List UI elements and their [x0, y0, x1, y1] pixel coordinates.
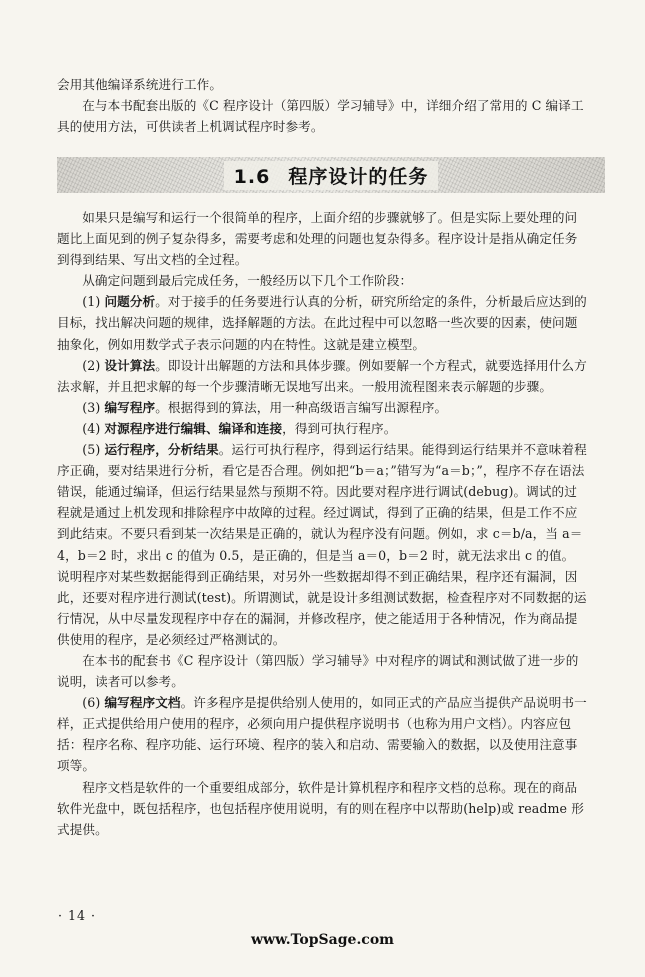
continued-line: 会用其他编译系统进行工作。	[57, 77, 223, 92]
watermark-url: www.TopSage.com	[251, 932, 394, 948]
item-text: 。即设计出解题的方法和具体步骤。例如要解一个方程式，就要选择用什么方法求解，并且把求解的每一个步骤清晰无误地写出来。一般用流程图来表示解题的步骤。	[57, 357, 587, 394]
item-heading: 编写程序文档	[104, 695, 181, 711]
item-number: (1)	[82, 294, 101, 310]
list-item	[57, 692, 587, 776]
item-heading: 设计算法	[104, 357, 156, 373]
item-heading: 问题分析	[104, 294, 156, 310]
section-heading	[224, 161, 439, 190]
item-number: (4)	[82, 420, 101, 436]
main-text-block	[57, 207, 587, 840]
paragraph: 如果只是编写和运行一个很简单的程序，上面介绍的步骤就够了。但是实际上要处理的问题比上面见到的例子复杂得多，需要考虑和处理的问题也复杂得多。程序设计是指从确定任务到得到结果、写出文档的全过程。	[57, 210, 578, 268]
item-text: 。对于接手的任务要进行认真的分析，研究所给定的条件，分析最后应达到的目标，找出解决问题的规律，选择解题的方法。在此过程中可以忽略一些次要的因素，使问题抽象化，例如用数学式子表示问题的内在特性。这就是建立模型。	[57, 294, 587, 352]
item-number: (3)	[82, 399, 101, 415]
list-item	[57, 397, 587, 418]
item-heading: 编写程序	[104, 399, 156, 415]
item-number: (5)	[82, 442, 101, 458]
top-text-block	[57, 74, 587, 137]
paragraph: 从确定问题到最后完成任务，一般经历以下几个工作阶段：	[82, 273, 413, 289]
list-item	[57, 355, 587, 397]
section-heading-band	[57, 157, 605, 193]
item-heading: 对源程序进行编辑、编译和连接	[104, 420, 283, 436]
list-item	[57, 418, 587, 439]
paragraph: 程序文档是软件的一个重要组成部分，软件是计算机程序和程序文档的总称。现在的商品软件光盘中，既包括程序，也包括程序使用说明，有的则在程序中以帮助(help)或 readme 形式提供。	[57, 779, 584, 837]
item-number: (2)	[82, 357, 101, 373]
item-text: ，得到可执行程序。	[282, 420, 397, 436]
paragraph: 在本书的配套书《C 程序设计（第四版）学习辅导》中对程序的调试和测试做了进一步的说明，读者可以参考。	[57, 652, 579, 690]
section-number: 1.6	[233, 165, 271, 188]
item-text: 。根据得到的算法，用一种高级语言编写出源程序。	[155, 399, 448, 415]
item-number: (6)	[82, 695, 101, 711]
list-item	[57, 439, 587, 650]
section-title-text: 程序设计的任务	[288, 165, 429, 188]
page-number: · 14 ·	[58, 908, 97, 923]
paragraph-intro: 在与本书配套出版的《C 程序设计（第四版）学习辅导》中，详细介绍了常用的 C 编译工具的使用方法，可供读者上机调试程序时参考。	[57, 98, 584, 135]
item-text: 。运行可执行程序，得到运行结果。能得到运行结果并不意味着程序正确，要对结果进行分析，看它是否合理。例如把“b＝a；”错写为“a＝b；”，程序不存在语法错误，能通过编译，但运行结果显然与预期不符。因此要对程序进行调试(debug)。调试的过程就是通过上机发现和排除程序中故障的过程。经过调试，得到了正确的结果，但是工作不应到此结束。不要只看到某一次结果是正确的，就认为程序没有问题。例如，求 c＝b/a，当 a＝4，b＝2 时，求出 c 的值为 0.5，是正确的，但是当 a＝0，b＝2 时，就无法求出 c 的值。说明程序对某些数据能得到正确结果，对另外一些数据却得不到正确结果，程序还有漏洞，因此，还要对程序进行测试(test)。所谓测试，就是设计多组测试数据，检查程序对不同数据的运行情况，从中尽量发现程序中存在的漏洞，并修改程序，使之能适用于各种情况，作为商品提供使用的程序，是必须经过严格测试的。	[57, 442, 587, 647]
item-text: 。许多程序是提供给别人使用的，如同正式的产品应当提供产品说明书一样，正式提供给用户使用的程序，必须向用户提供程序说明书（也称为用户文档）。内容应包括：程序名称、程序功能、运行环境、程序的装入和启动、需要输入的数据，以及使用注意事项等。	[57, 695, 587, 774]
item-heading: 运行程序，分析结果	[104, 442, 219, 458]
list-item	[57, 291, 587, 354]
